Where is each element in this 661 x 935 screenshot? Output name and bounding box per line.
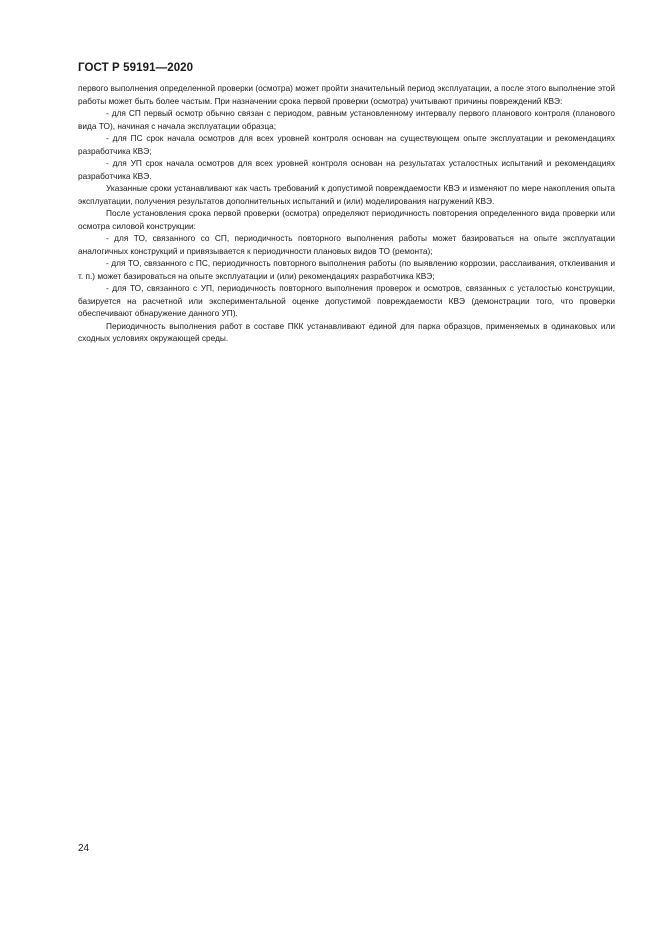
paragraph-continuation: первого выполнения определенной проверки (осмотра) может пройти значительный период эксплуатации, а после этого выполнение этой работы может быть более частым. При назначении срока первой проверки (осмотра) учитывают причины повреждений КВЭ: [78,83,615,106]
list-item-to-up: - для ТО, связанного с УП, периодичность повторного выполнения проверок и осмотров, связанных с усталостью конструкции, базируется на расчетной или экспериментальной оценке допустимой повреждаемости КВЭ (демонстрации того, что проверки обеспечивают обнаружение данного УП). [78,283,615,318]
list-item-to-ps: - для ТО, связанного с ПС, периодичность повторного выполнения работы (по выявлению коррозии, расслаивания, отклеивания и т. п.) может базироваться на опыте эксплуатации и (или) рекомендациях разработчика КВЭ; [78,258,615,281]
list-item-sp: - для СП первый осмотр обычно связан с периодом, равным установленному интервалу первого планового контроля (планового вида ТО), начиная с начала эксплуатации образца; [78,108,615,131]
list-item-to-sp: - для ТО, связанного со СП, периодичность повторного выполнения работы может базироваться на опыте эксплуатации аналогичных конструкций и привязывается к периодичности плановых видов ТО (ремонта); [78,233,615,256]
paragraph-pkk: Периодичность выполнения работ в составе ПКК устанавливают единой для парка образцов, применяемых в одинаковых или сходных условиях окружающей среды. [78,320,615,343]
document-body [78,82,615,345]
list-item-ps: - для ПС срок начала осмотров для всех уровней контроля основан на существующем опыте эксплуатации и рекомендациях разработчика КВЭ; [78,133,615,156]
document-header: ГОСТ Р 59191—2020 [78,62,194,74]
page-number: 24 [78,843,90,854]
paragraph-periodicity: После установления срока первой проверки (осмотра) определяют периодичность повторения определенного вида проверки или осмотра силовой конструкции: [78,208,615,231]
paragraph-terms: Указанные сроки устанавливают как часть требований к допустимой повреждаемости КВЭ и изменяют по мере накопления опыта эксплуатации, получения результатов дополнительных испытаний и (или) моделирования нагружений КВЭ. [78,183,615,206]
list-item-up: - для УП срок начала осмотров для всех уровней контроля основан на результатах усталостных испытаний и рекомендациях разработчика КВЭ. [78,158,615,181]
